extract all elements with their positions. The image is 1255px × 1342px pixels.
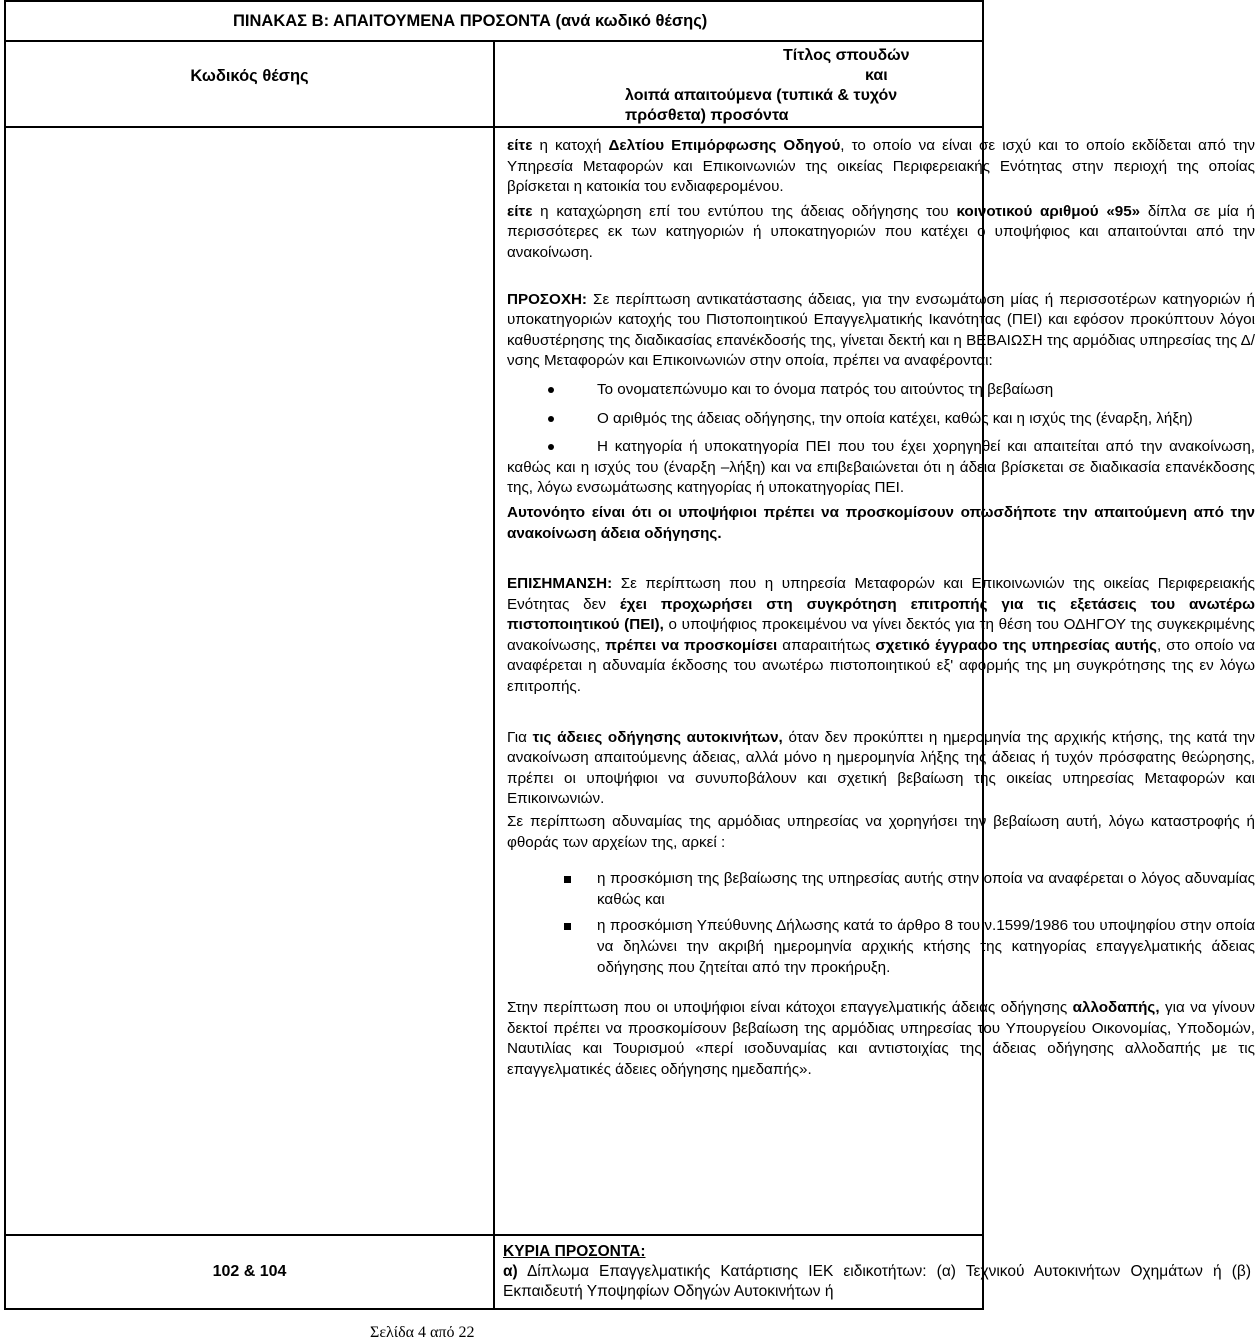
paragraph-foreign-license [507,998,1255,1080]
paragraph-attention [507,290,1255,372]
position-code: 102 & 104 [212,1263,287,1280]
text-span: Σε περίπτωση αντικατάστασης άδειας, για την ενσωμάτωση μίας ή περισσοτέρων κατηγοριών ή υποκατηγοριών κατοχής του Πιστοποιητικού Επαγγελματικής Ικανότητας (ΠΕΙ) και εφόσον προκύπτουν λόγοι καθυστέρησης της διαδικασίας επανέκδοσής της, γίνεται δεκτή και η ΒΕΒΑΙΩΣΗ της αρμόδιας υπηρεσίας της Δ/νσης Μεταφορών και Επικοινωνιών στην οποία, πρέπει να αναφέρονται: [507,290,1255,370]
header-title-line-2: και [865,67,888,84]
main-qualifications-heading: ΚΥΡΙΑ ΠΡΟΣΟΝΤΑ: [503,1243,646,1260]
list-item-text: Η κατηγορία ή υποκατηγορία ΠΕΙ που του έχει χορηγηθεί και απαιτείται από την ανακοίνωση, καθώς και η ισχύς του (έναρξη –λήξη) και να επιβεβαιώνεται ότι η άδεια βρίσκεται σε διαδικασία επανέκδοσης της, λόγω ενσωμάτωσης κατηγορίας ή υποκατηγορίας ΠΕΙ. [507,438,1255,497]
table-body-row [5,127,983,1235]
text-span: ο υποψήφιος προκειμένου να γίνει δεκτός για τη θέση του ΟΔΗΓΟΥ της συγκεκριμένης ανακοίνωσης, [507,616,1255,654]
paragraph-code-95 [507,202,1255,264]
header-title-line-1: Τίτλος σπουδών [783,47,910,64]
bold-span: Δελτίου Επιμόρφωσης Οδηγού [608,137,841,154]
square-bullet-icon [564,923,571,930]
requirements-table-frame [4,0,1255,1310]
table-header-row [5,41,983,127]
bold-span: αλλοδαπής, [1072,999,1160,1017]
body-main-cell [494,127,1255,1235]
text-span: , στο οποίο να αναφέρεται η αδυναμία έκδοσης του ανωτέρω πιστοποιητικού εξ' αφορμής της μη συγκρότησης της εν λόγω επιτροπής. [507,636,1255,696]
header-main-cell [494,41,983,127]
row-main-cell [494,1235,1251,1309]
notice-label: ΕΠΙΣΗΜΑΝΣΗ: [507,575,613,593]
list-item-text: Το ονοματεπώνυμο και το όνομα πατρός του αιτούντος τη βεβαίωση [597,380,1054,398]
list-item [507,409,1255,430]
bold-span: κοινοτικού αριθμού «95» [956,202,1141,220]
text-span: για να γίνουν δεκτοί πρέπει να προσκομίσουν βεβαίωση της αρμόδιας υπηρεσίας του Υπουργείου Οικονομίας, Υποδομών, Ναυτιλίας και Τουρισμού «περί ισοδυναμίας και αντιστοιχίας της άδειας οδήγησης αλλοδαπής με τις επαγγελματικές άδειες οδήγησης ημεδαπής». [507,999,1255,1078]
table-title-cell [5,1,983,41]
row-code-cell [5,1235,494,1309]
text-span: Σε περίπτωση που η υπηρεσία Μεταφορών και Επικοινωνιών της οικείας Περιφερειακής Ενότητας δεν [507,575,1255,613]
bold-span: πρέπει να προσκομίσει [605,636,778,654]
text-span: , το οποίο να είναι σε ισχύ και το οποίο εκδίδεται από την Υπηρεσία Μεταφορών και Επικοινωνιών της οικείας Περιφερειακής Ενότητας στην περιοχή της οποίας βρίσκεται η κατοικία του ενδιαφερομένου. [507,137,1255,196]
attention-label: ΠΡΟΣΟΧΗ: [507,290,587,308]
list-item [507,380,1255,401]
text-span: απαραιτήτως [777,636,876,654]
list-item-text: Ο αριθμός της άδειας οδήγησης, την οποία κατέχει, καθώς και η ισχύς της (έναρξη, λήξη) [597,409,1193,427]
text-span: όταν δεν προκύπτει η ημερομηνία της αρχικής κτήσης, της κατά την ανακοίνωση απαιτούμενης άδειας, αλλά μόνο η ημερομηνία λήξης της άδειας ή τυχόν πρόσφατης θεώρησης, πρέπει οι υποψήφιοι να συνυποβάλουν και σχετική βεβαίωση της οικείας υπηρεσίας Μεταφορών και Επικοινωνιών. [507,728,1255,808]
text-span: Στην περίπτωση που οι υποψήφιοι είναι κάτοχοι επαγγελματικής άδειας οδήγησης [507,999,1073,1017]
list-item-text: η προσκόμιση της βεβαίωσης της υπηρεσίας αυτής στην οποία να αναφέρεται ο λόγος αδυναμίας καθώς και [597,870,1255,908]
list-item [507,437,1255,499]
header-position-code: Κωδικός θέσης [190,67,309,85]
list-item [507,869,1255,910]
paragraph-car-licenses [507,728,1255,810]
bold-span: α) [503,1263,518,1280]
bold-span: τις άδειες οδήγησης αυτοκινήτων, [532,728,783,746]
header-title-line-3: λοιπά απαιτούμενα (τυπικά & τυχόν πρόσθετα) προσόντα [625,87,898,124]
text-span: δίπλα σε μία ή περισσότερες εκ των κατηγοριών ή υποκατηγοριών που κατέχει ο υποψήφιος και απαιτούνται από την ανακοίνωση. [507,202,1255,261]
list-item-text: η προσκόμιση Υπεύθυνης Δήλωσης κατά το άρθρο 8 του ν.1599/1986 του υποψηφίου στην οποία να δηλώνει την ακριβή ημερομηνία αρχικής κτήσης της κατηγορίας επαγγελματικής άδειας οδήγησης που ζητείται από την προκήρυξη. [597,917,1255,976]
text-span: Για [507,728,533,746]
text-span: η καταχώρηση επί του εντύπου της άδειας οδήγησης του [532,202,957,220]
bold-span: σχετικό έγγραφο της υπηρεσίας αυτής [875,636,1157,654]
qualification-line [503,1262,1251,1302]
body-code-cell [5,127,494,1235]
bullet-icon [548,387,554,393]
paragraph-inability: Σε περίπτωση αδυναμίας της αρμόδιας υπηρεσίας να χορηγήσει την βεβαίωση αυτή, λόγω καταστροφής ή φθοράς των αρχείων της, αρκεί : [507,813,1255,851]
requirements-content [495,128,1255,1081]
table-title: ΠΙΝΑΚΑΣ Β: ΑΠΑΙΤΟΥΜΕΝΑ ΠΡΟΣΟΝΤΑ (ανά κωδικό θέσης) [233,12,708,30]
bold-span: έχει προχωρήσει στη συγκρότηση επιτροπής για τις εξετάσεις του ανωτέρω πιστοποιητικού (ΠΕΙ), [507,595,1255,634]
either-label: είτε [507,137,533,154]
requirements-table [4,0,1255,1310]
bullet-icon [548,416,554,422]
paragraph-driver-certificate [507,136,1255,198]
list-item [507,916,1255,978]
paragraph-notice [507,574,1255,698]
table-row-102-104 [5,1235,983,1309]
text-span: η κατοχή [532,137,609,154]
header-code-cell [5,41,494,127]
either-label: είτε [507,202,533,220]
page-number: Σελίδα 4 από 22 [370,1324,475,1341]
table-title-row [5,1,983,41]
text-span: Δίπλωμα Επαγγελματικής Κατάρτισης ΙΕΚ ειδικοτήτων: (α) Τεχνικού Αυτοκινήτων Οχημάτων ή (β) Εκπαιδευτή Υποψηφίων Οδηγών Αυτοκινήτων ή [503,1263,1251,1300]
paragraph-self-evident: Αυτονόητο είναι ότι οι υποψήφιοι πρέπει να προσκομίσουν οπωσδήποτε την απαιτούμενη από την ανακοίνωση άδεια οδήγησης. [507,503,1255,542]
square-bullet-icon [564,876,571,883]
